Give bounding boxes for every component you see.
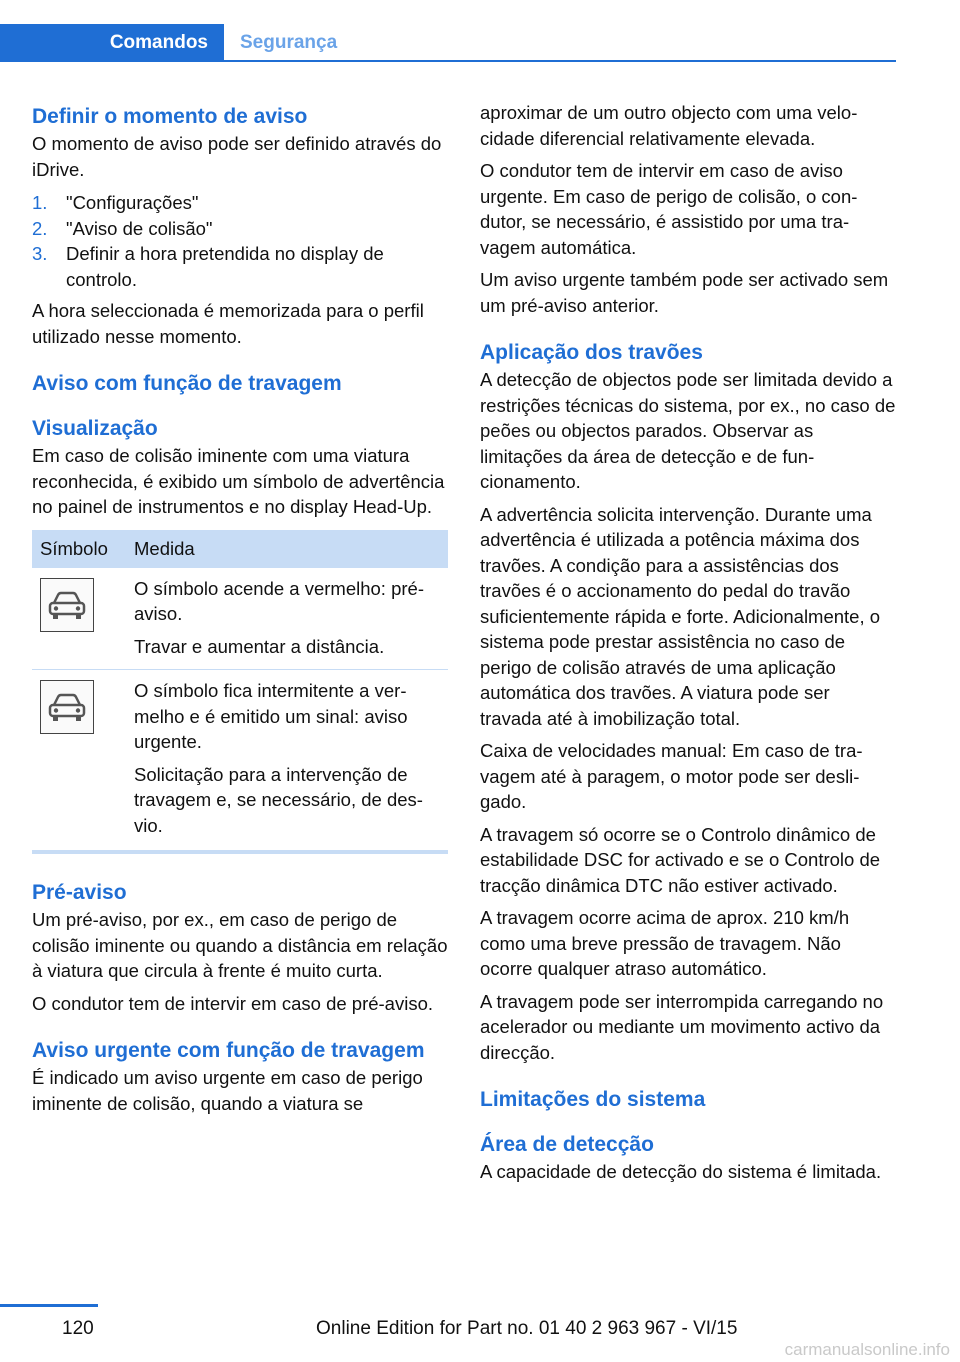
table-header-symbol: Símbolo — [32, 530, 126, 568]
footer-divider — [0, 1304, 98, 1307]
edition-text: Online Edition for Part no. 01 40 2 963 967 - VI/15 — [316, 1318, 738, 1339]
heading-aplicacao-travoes: Aplicação dos travões — [480, 341, 703, 364]
paragraph: A travagem só ocorre se o Controlo dinâmico de estabilidade DSC for activado e se o Controlo de tracção dinâmica DTC não estiver activado. — [480, 823, 881, 896]
list-number: 1. — [32, 192, 48, 213]
table-cell-text: Solicitação para a intervenção de travagem e, se necessário, de desvio. — [134, 763, 423, 836]
table-row — [32, 670, 448, 853]
steps-list — [32, 190, 448, 292]
paragraph: Um aviso urgente também pode ser activado sem um pré-aviso anterior. — [480, 269, 889, 316]
heading-limitacoes: Limitações do sistema — [480, 1088, 706, 1111]
paragraph: O condutor tem de intervir em caso de aviso urgente. Em caso de perigo de colisão, o condutor, se necessário, é assistido por uma travagem automática. — [480, 160, 858, 258]
list-text: Definir a hora pretendida no display de controlo. — [66, 243, 384, 290]
collision-warning-car-icon — [40, 680, 94, 734]
paragraph: É indicado um aviso urgente em caso de perigo iminente de colisão, quando a viatura se — [32, 1067, 423, 1114]
list-text: "Aviso de colisão" — [66, 217, 213, 239]
paragraph: A travagem ocorre acima de aprox. 210 km/h como uma breve pressão de travagem. Não ocorre qualquer atraso automático. — [480, 907, 850, 979]
list-number: 2. — [32, 217, 48, 239]
table-row — [32, 568, 448, 670]
watermark: carmanualsonline.info — [784, 1340, 950, 1359]
paragraph: A travagem pode ser interrompida carregando no acelerador ou mediante um movimento activo da direcção. — [480, 990, 884, 1063]
list-item — [32, 241, 448, 292]
heading-visualizacao: Visualização — [32, 417, 158, 440]
paragraph: O condutor tem de intervir em caso de pré-aviso. — [32, 992, 434, 1014]
tab-seguranca[interactable]: Segurança — [240, 32, 338, 53]
paragraph: A advertência solicita intervenção. Durante uma advertência é utilizada a potência máxima dos travões. A condição para a assistências dos travões é o accionamento do pedal do travão suficientemente rápida e forte. Adicionalmente, o sistema pode prestar assistência no caso de perigo de colisão através de uma aplicação automática dos travões. A viatura pode ser travada até à imobilização total. — [480, 503, 881, 729]
page-number: 120 — [62, 1318, 94, 1339]
table-header-measure: Medida — [126, 530, 448, 568]
paragraph: A capacidade de detecção do sistema é limitada. — [480, 1161, 882, 1182]
header-divider — [224, 60, 896, 62]
symbol-table — [32, 530, 448, 855]
page-header — [0, 0, 960, 64]
heading-definir-momento: Definir o momento de aviso — [32, 105, 308, 128]
list-item — [32, 216, 448, 242]
list-item — [32, 190, 448, 216]
table-cell-text: O símbolo acende a vermelho: pré-aviso. — [134, 577, 424, 624]
paragraph: O momento de aviso pode ser definido através do iDrive. — [32, 133, 442, 180]
left-column — [32, 100, 448, 1116]
paragraph: Caixa de velocidades manual: Em caso de travagem até à paragem, o motor pode ser desligado. — [480, 740, 863, 812]
paragraph: A hora seleccionada é memorizada para o perfil utilizado nesse momento. — [32, 300, 424, 347]
heading-area-deteccao: Área de detecção — [480, 1133, 654, 1156]
heading-aviso-travagem: Aviso com função de travagem — [32, 372, 342, 395]
paragraph: aproximar de um outro objecto com uma velocidade diferencial relativamente elevada. — [480, 102, 858, 149]
table-cell-text: Travar e aumentar a distância. — [134, 635, 385, 657]
tab-comandos[interactable]: Comandos — [0, 24, 224, 62]
heading-aviso-urgente: Aviso urgente com função de travagem — [32, 1039, 425, 1062]
paragraph: A detecção de objectos pode ser limitada devido a restrições técnicas do sistema, por ex., no caso de peões ou objectos parados. Observar as limitações da área de detecção e de funcionamento. — [480, 369, 896, 492]
paragraph: Em caso de colisão iminente com uma viatura reconhecida, é exibido um símbolo de advertência no painel de instrumentos e no display Head-Up. — [32, 445, 445, 517]
list-number: 3. — [32, 243, 48, 264]
heading-pre-aviso: Pré-aviso — [32, 881, 127, 904]
list-text: "Configurações" — [66, 192, 199, 213]
paragraph: Um pré-aviso, por ex., em caso de perigo de colisão iminente ou quando a distância em relação à viatura que circula à frente é muito curta. — [32, 909, 448, 981]
right-column — [480, 100, 896, 1185]
table-cell-text: O símbolo fica intermitente a vermelho e é emitido um sinal: aviso urgente. — [134, 680, 408, 752]
collision-warning-car-icon — [40, 578, 94, 632]
